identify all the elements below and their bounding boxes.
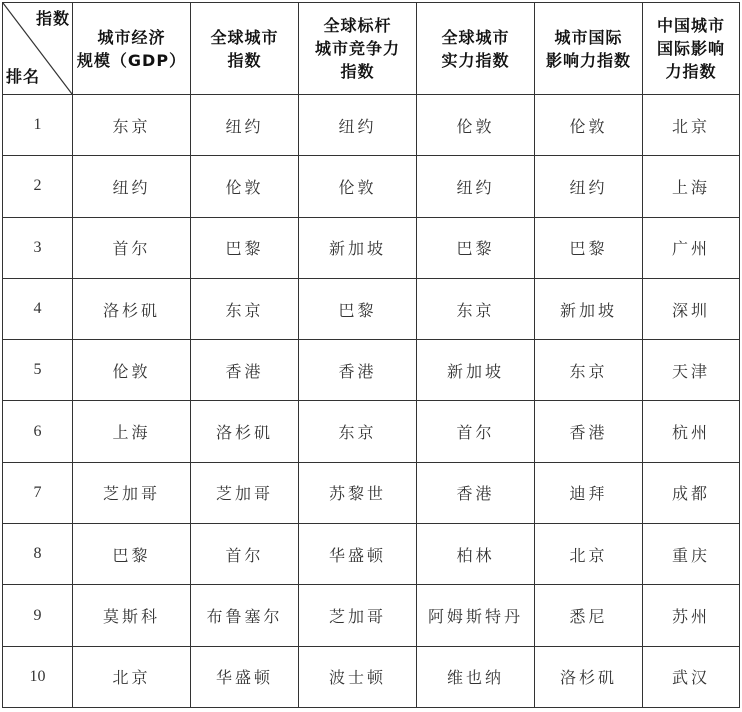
ranking-table-container (2, 2, 740, 708)
city-cell: 维也纳 (417, 646, 535, 707)
city-cell: 波士顿 (299, 646, 417, 707)
column-header (643, 3, 740, 95)
city-cell: 上海 (73, 401, 191, 462)
city-cell: 成都 (643, 462, 740, 523)
column-header-line: 力指数 (665, 62, 717, 81)
rank-cell: 7 (3, 462, 73, 523)
city-cell: 巴黎 (417, 217, 535, 278)
column-header-line: 城市竞争力 (314, 39, 400, 58)
city-cell: 纽约 (191, 95, 299, 156)
city-cell: 香港 (535, 401, 643, 462)
table-row (3, 401, 740, 462)
city-cell: 香港 (299, 340, 417, 401)
city-cell: 东京 (535, 340, 643, 401)
city-cell: 东京 (191, 278, 299, 339)
column-header-line: 规模（GDP） (76, 50, 187, 70)
column-header (73, 3, 191, 95)
corner-index-label: 指数 (35, 9, 70, 28)
rank-cell: 1 (3, 95, 73, 156)
city-cell: 东京 (299, 401, 417, 462)
city-cell: 苏黎世 (299, 462, 417, 523)
rank-cell: 9 (3, 585, 73, 646)
rank-cell: 3 (3, 217, 73, 278)
city-cell: 首尔 (73, 217, 191, 278)
city-cell: 新加坡 (535, 278, 643, 339)
column-header (417, 3, 535, 95)
table-row (3, 156, 740, 217)
city-cell: 伦敦 (417, 95, 535, 156)
city-cell: 纽约 (417, 156, 535, 217)
corner-rank-label: 排名 (6, 67, 41, 86)
table-body (3, 95, 740, 708)
table-row (3, 340, 740, 401)
city-cell: 伦敦 (299, 156, 417, 217)
city-cell: 东京 (417, 278, 535, 339)
city-cell: 苏州 (643, 585, 740, 646)
city-cell: 巴黎 (191, 217, 299, 278)
column-header (299, 3, 417, 95)
city-cell: 新加坡 (417, 340, 535, 401)
city-cell: 芝加哥 (299, 585, 417, 646)
city-cell: 纽约 (73, 156, 191, 217)
column-header-line: 全球标杆 (323, 16, 392, 35)
city-cell: 纽约 (299, 95, 417, 156)
city-cell: 东京 (73, 95, 191, 156)
column-header-line: 影响力指数 (545, 50, 631, 70)
column-header-line: 全球城市 (210, 27, 279, 47)
city-cell: 芝加哥 (191, 462, 299, 523)
city-cell: 首尔 (417, 401, 535, 462)
city-cell: 深圳 (643, 278, 740, 339)
rank-cell: 2 (3, 156, 73, 217)
table-row (3, 278, 740, 339)
column-header (535, 3, 643, 95)
city-cell: 莫斯科 (73, 585, 191, 646)
column-header-line: 城市经济 (97, 27, 166, 47)
city-cell: 重庆 (643, 524, 740, 585)
city-cell: 华盛顿 (191, 646, 299, 707)
city-cell: 纽约 (535, 156, 643, 217)
table-row (3, 646, 740, 707)
city-cell: 柏林 (417, 524, 535, 585)
header-row (3, 3, 740, 95)
rank-cell: 10 (3, 646, 73, 707)
city-cell: 巴黎 (73, 524, 191, 585)
table-row (3, 217, 740, 278)
city-cell: 北京 (73, 646, 191, 707)
city-cell: 悉尼 (535, 585, 643, 646)
city-cell: 伦敦 (535, 95, 643, 156)
rank-cell: 8 (3, 524, 73, 585)
city-cell: 香港 (191, 340, 299, 401)
city-cell: 杭州 (643, 401, 740, 462)
city-cell: 巴黎 (535, 217, 643, 278)
column-header-line: 全球城市 (441, 27, 510, 47)
table-row (3, 524, 740, 585)
city-cell: 北京 (643, 95, 740, 156)
rank-cell: 6 (3, 401, 73, 462)
city-cell: 伦敦 (191, 156, 299, 217)
city-cell: 北京 (535, 524, 643, 585)
corner-header-cell (3, 3, 73, 95)
city-cell: 布鲁塞尔 (191, 585, 299, 646)
city-cell: 武汉 (643, 646, 740, 707)
column-header (191, 3, 299, 95)
city-cell: 洛杉矶 (535, 646, 643, 707)
table-row (3, 462, 740, 523)
city-cell: 芝加哥 (73, 462, 191, 523)
column-header-line: 实力指数 (441, 50, 510, 70)
city-cell: 迪拜 (535, 462, 643, 523)
city-cell: 阿姆斯特丹 (417, 585, 535, 646)
city-cell: 新加坡 (299, 217, 417, 278)
city-cell: 首尔 (191, 524, 299, 585)
city-cell: 洛杉矶 (73, 278, 191, 339)
city-cell: 天津 (643, 340, 740, 401)
table-row (3, 95, 740, 156)
column-header-line: 指数 (340, 62, 375, 81)
table-row (3, 585, 740, 646)
column-header-line: 中国城市 (656, 16, 725, 35)
city-cell: 香港 (417, 462, 535, 523)
column-header-line: 城市国际 (554, 27, 623, 47)
city-cell: 伦敦 (73, 340, 191, 401)
city-ranking-table (2, 2, 740, 708)
city-cell: 上海 (643, 156, 740, 217)
city-cell: 巴黎 (299, 278, 417, 339)
rank-cell: 5 (3, 340, 73, 401)
city-cell: 洛杉矶 (191, 401, 299, 462)
rank-cell: 4 (3, 278, 73, 339)
column-header-line: 国际影响 (656, 39, 725, 58)
city-cell: 华盛顿 (299, 524, 417, 585)
column-header-line: 指数 (227, 50, 262, 70)
city-cell: 广州 (643, 217, 740, 278)
